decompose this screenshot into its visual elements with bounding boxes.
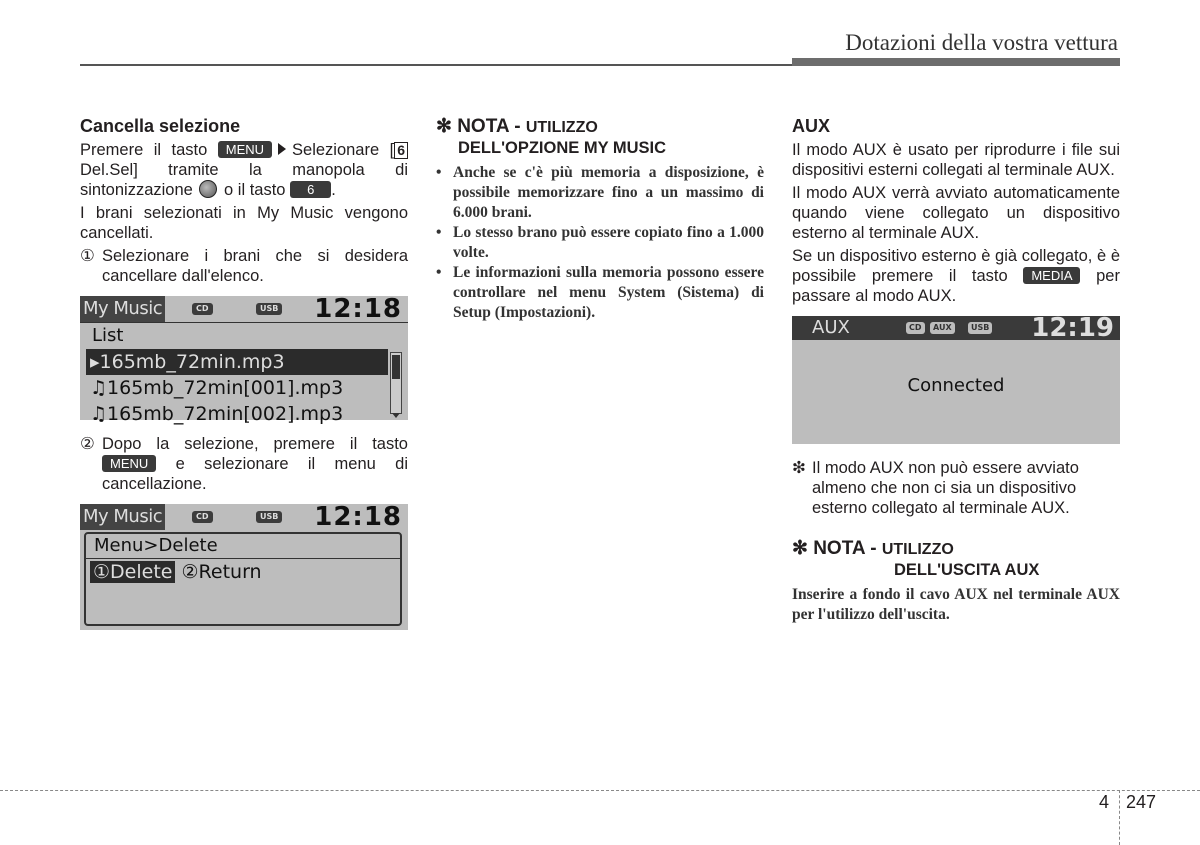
lcd-status: Connected xyxy=(907,375,1005,396)
note-item: • Lo stesso brano può essere copiato fino a 1.000 volte. xyxy=(436,223,764,263)
column-left xyxy=(80,116,408,644)
cd-badge: CD xyxy=(192,511,213,523)
chapter-number: 4 xyxy=(1099,792,1110,812)
aux-badge: AUX xyxy=(930,322,955,334)
step-1: ① Selezionare i brani che si desidera cancellare dall'elenco. xyxy=(80,247,408,285)
aux-nota xyxy=(792,538,1120,625)
usb-badge: USB xyxy=(968,322,992,334)
info-paragraph: Se un dispositivo esterno è già collegato, è è possibile premere il tasto MEDIA per passare al modo AUX. xyxy=(792,247,1120,305)
note-heading: ✻ NOTA - UTILIZZO DELL'OPZIONE MY MUSIC xyxy=(436,116,667,157)
note-item: • Le informazioni sulla memoria possono essere controllare nel menu System (Sistema) di Setup (Impostazioni). xyxy=(436,263,764,323)
section-heading: AUX xyxy=(792,116,831,136)
menu-button-glyph: MENU xyxy=(102,455,156,472)
note-item: • Anche se c'è più memoria a disposizione, è possibile memorizzare fino a un massimo di 6.000 brani. xyxy=(436,163,764,223)
tune-knob-icon xyxy=(199,180,217,198)
note-body: Inserire a fondo il cavo AUX nel terminale AUX per l'utilizzo dell'uscita. xyxy=(792,586,1120,623)
lcd-menu-box xyxy=(84,532,402,626)
lcd-my-music-list xyxy=(80,294,408,425)
footer-divider xyxy=(1119,790,1120,845)
info-paragraph: Il modo AUX verrà avviato automaticamente quando viene collegato un dispositivo esterno al terminale AUX. xyxy=(792,184,1120,242)
header-rule-accent xyxy=(792,58,1120,66)
info-paragraph: I brani selezionati in My Music vengono cancellati. xyxy=(80,204,408,242)
number-six-icon: 6 xyxy=(394,142,408,159)
arrow-right-icon xyxy=(278,143,286,155)
lcd-aux-connected xyxy=(792,313,1120,444)
lcd-clock: 12:18 xyxy=(314,502,402,532)
lcd-scrollbar xyxy=(390,352,402,414)
lcd-list-item: ♫165mb_72min[002].mp3 xyxy=(90,403,344,425)
page-number: 247 xyxy=(1126,792,1157,812)
running-header: Dotazioni della vostra vettura xyxy=(845,30,1118,55)
aux-note: ❇ Il modo AUX non può essere avviato almeno che non ci sia un dispositivo esterno collegato al terminale AUX. xyxy=(792,459,1079,517)
scroll-down-icon xyxy=(392,413,400,418)
lcd-subtitle: List xyxy=(80,322,408,349)
usb-badge: USB xyxy=(256,303,282,315)
lcd-option-delete: ①Delete xyxy=(90,561,175,583)
lcd-title: AUX xyxy=(812,317,850,338)
media-button-glyph: MEDIA xyxy=(1023,267,1080,284)
lcd-menu-delete xyxy=(80,504,408,630)
star-icon: ✻ xyxy=(792,538,808,559)
section-heading: Cancella selezione xyxy=(80,116,241,136)
info-paragraph: Il modo AUX è usato per riprodurre i file sui dispositivi esterni collegati al terminale AUX. xyxy=(792,141,1120,179)
lcd-title: My Music xyxy=(80,504,165,530)
lcd-clock: 12:18 xyxy=(314,294,402,324)
preset-6-button-glyph: 6 xyxy=(290,181,331,198)
lcd-title: My Music xyxy=(80,296,165,322)
lcd-list-item: ▸165mb_72min.mp3 xyxy=(86,349,388,375)
menu-button-glyph: MENU xyxy=(218,141,272,158)
note-list xyxy=(436,163,764,323)
star-icon: ✻ xyxy=(436,116,452,137)
lcd-list-item: ♫165mb_72min[001].mp3 xyxy=(90,377,344,399)
instruction-paragraph: Premere il tasto MENU Selezionare [ 6Del.Sel] tramite la manopola di sintonizzazione o il tasto 6 . xyxy=(80,141,408,199)
lcd-menu-title: Menu>Delete xyxy=(86,534,400,559)
footer-rule xyxy=(0,790,1200,791)
lcd-clock: 12:19 xyxy=(1031,313,1114,343)
cd-badge: CD xyxy=(906,322,925,334)
column-right xyxy=(792,116,1120,625)
note-heading: ✻ NOTA - UTILIZZO DELL'USCITA AUX xyxy=(792,538,1040,579)
step-2: ② Dopo la selezione, premere il tasto MENU e selezionare il menu di cancellazione. xyxy=(80,435,408,493)
asterisk-icon: ❇ xyxy=(792,459,806,477)
column-middle xyxy=(436,116,764,323)
cd-badge: CD xyxy=(192,303,213,315)
lcd-option-return: ②Return xyxy=(181,561,262,583)
usb-badge: USB xyxy=(256,511,282,523)
